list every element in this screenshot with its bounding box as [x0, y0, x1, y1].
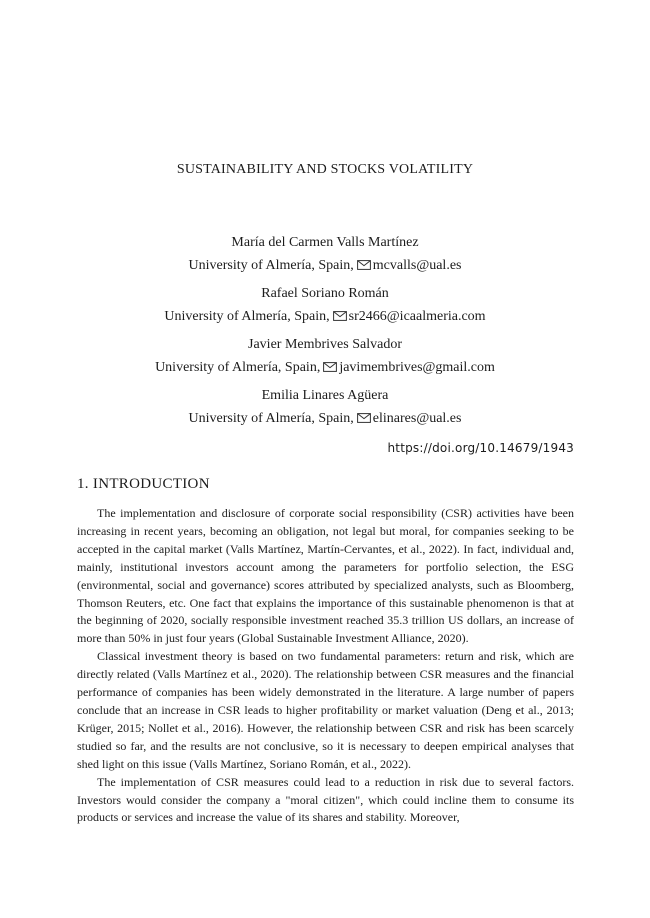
author-affiliation: University of Almería, Spain, [188, 411, 354, 426]
author-affiliation: University of Almería, Spain, [164, 309, 330, 324]
author-name: Emilia Linares Agüera [261, 388, 389, 403]
envelope-icon [357, 413, 371, 423]
envelope-icon [333, 311, 347, 321]
paragraph: Classical investment theory is based on two fundamental parameters: return and risk, which are directly related (Valls Martínez et al., 2020). The relationship between CSR measures and the financial performance of companies has been widely demonstrated in the literature. A large number of papers conclude that an increase in CSR leads to higher profitability or market valuation (Deng et al., 2013; Krüger, 2015; Nollet et al., 2016). However, the relationship between CSR and risk has been scarcely studied so far, and the results are not conclusive, so it is necessary to deepen empirical analyses that shed light on this issue (Valls Martínez, Soriano Román, et al., 2022). [77, 649, 574, 771]
author-affiliation-line [0, 254, 650, 277]
author-list [0, 231, 650, 435]
author-email: javimembrives@gmail.com [339, 360, 495, 375]
author-name: María del Carmen Valls Martínez [231, 235, 419, 250]
author-block [0, 282, 650, 328]
paragraph: The implementation and disclosure of corporate social responsibility (CSR) activities have been increasing in recent years, becoming an obligation, not legal but moral, for companies seeking to be accepted in the capital market (Valls Martínez, Martín-Cervantes, et al., 2022). In fact, individual and, mainly, institutional investors account among the parameters for portfolio selection, the ESG (environmental, social and governance) scores attributed by specialized analysts, such as Bloomberg, Thomson Reuters, etc. One fact that explains the importance of this sustainable phenomenon is that at the beginning of 2020, socially responsible investment reached 35.3 trillion US dollars, an increase of more than 50% in just four years (Global Sustainable Investment Alliance, 2020). [77, 506, 574, 646]
author-affiliation: University of Almería, Spain, [155, 360, 321, 375]
author-name: Rafael Soriano Román [261, 286, 389, 301]
author-affiliation-line [0, 407, 650, 430]
body-text [77, 505, 574, 827]
author-affiliation: University of Almería, Spain, [188, 258, 354, 273]
paper-title: SUSTAINABILITY AND STOCKS VOLATILITY [176, 162, 474, 177]
paragraph: The implementation of CSR measures could lead to a reduction in risk due to several factors. Investors would consider the company a "moral citizen", which could incline them to consume its products or services and increase the value of its shares and stability. Moreover, [77, 774, 574, 825]
envelope-icon [323, 362, 337, 372]
author-block [0, 384, 650, 430]
author-block [0, 333, 650, 379]
author-email: sr2466@icaalmeria.com [348, 309, 486, 324]
author-block [0, 231, 650, 277]
author-email: elinares@ual.es [372, 411, 462, 426]
envelope-icon [357, 260, 371, 270]
author-affiliation-line [0, 305, 650, 328]
author-affiliation-line [0, 356, 650, 379]
author-email: mcvalls@ual.es [372, 258, 462, 273]
section-heading: 1. INTRODUCTION [77, 476, 210, 492]
author-name: Javier Membrives Salvador [248, 337, 402, 352]
doi-link[interactable]: https://doi.org/10.14679/1943 [387, 441, 574, 455]
